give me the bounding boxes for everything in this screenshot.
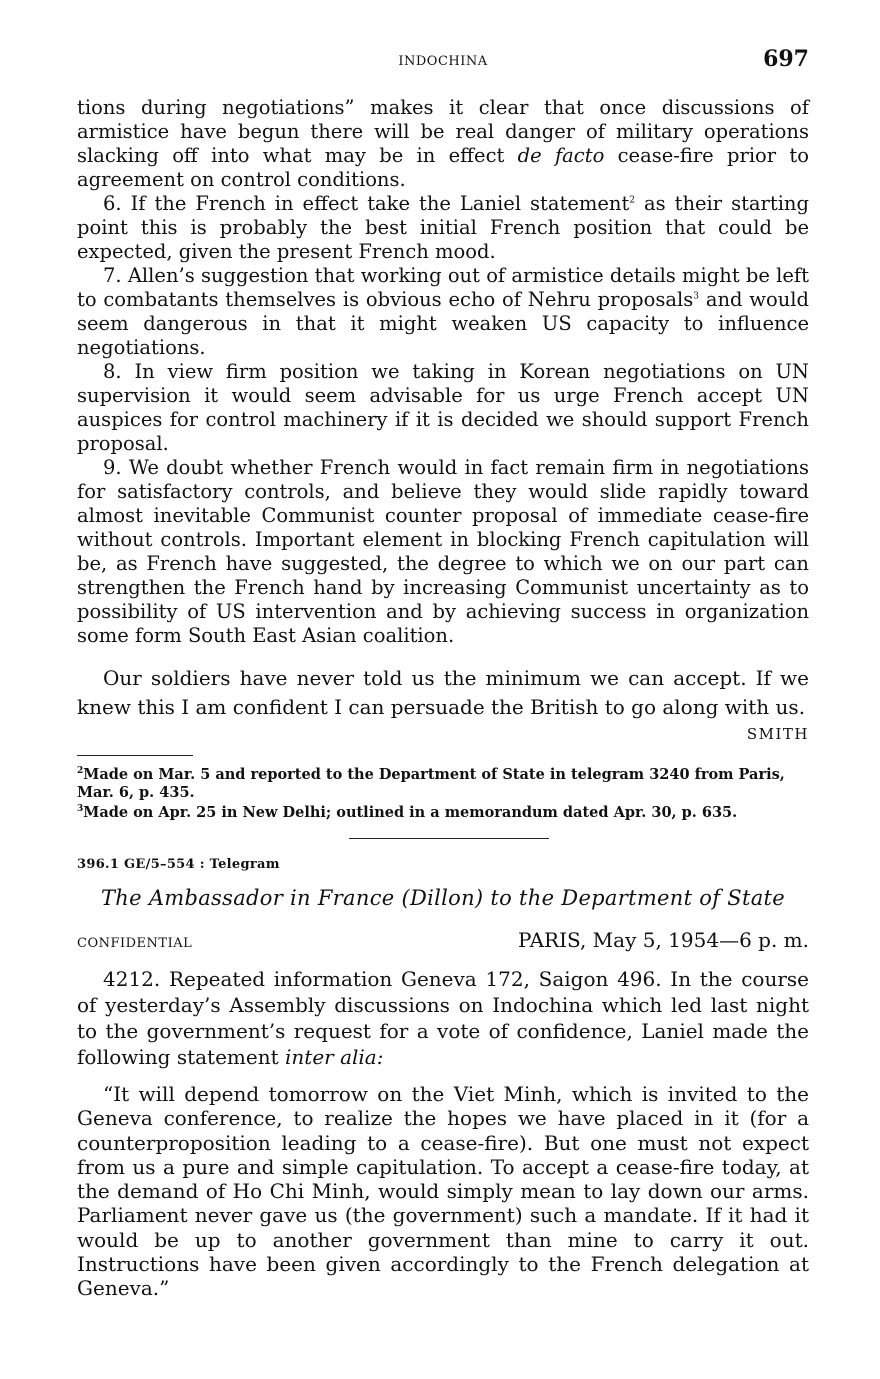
paragraph-6 — [77, 192, 809, 264]
footnote-divider — [77, 755, 193, 756]
telegram-text: 4212. Repeated information Geneva 172, Saigon 496. In the course of yesterday’s Assembly discussions on Indochina which led last night to the government’s request for a vote of confidence, Laniel made the following statement — [77, 967, 809, 1069]
telegram-italic: inter alia: — [285, 1045, 384, 1069]
para-5-text: tions during negotiations” makes it clear that once discussions of armistice have begun there will be real danger of military operations slacking off into what may be in effect — [77, 96, 809, 167]
classification-label: CONFIDENTIAL — [77, 936, 193, 951]
document-title: The Ambassador in France (Dillon) to the Department of State — [100, 886, 785, 910]
footnote-2-text: Made on Mar. 5 and reported to the Department of State in telegram 3240 from Paris, Mar. 6, p. 435. — [77, 766, 785, 801]
footnote-3-text: Made on Apr. 25 in New Delhi; outlined in a memorandum dated Apr. 30, p. 635. — [83, 804, 738, 821]
dateline: PARIS, May 5, 1954—6 p. m. — [517, 928, 809, 952]
page-header — [77, 44, 809, 78]
continued-telegram-text — [77, 96, 809, 648]
laniel-quote: “It will depend tomorrow on the Viet Minh, which is invited to the Geneva conference, to realize the hopes we have placed in it (for a counterproposition leading to a cease-fire). But one must not expect from us a pure and simple capitulation. To accept a cease-fire today, at the demand of Ho Chi Minh, would simply mean to lay down our arms. Parliament never gave us (the government) such a mandate. If it had it would be up to another government than mine to carry it out. Instructions have been given accordingly to the French delegation at Geneva.” — [77, 1082, 809, 1301]
para-5-italic: de facto — [517, 144, 605, 167]
footnote-3 — [77, 804, 809, 822]
section-divider — [349, 838, 549, 839]
footnote-marker-2: 2 — [77, 766, 84, 777]
para-7-text-end: and would seem dangerous in that it might weaken US capacity to influence negotiations. — [77, 288, 809, 359]
running-head: INDOCHINA — [398, 54, 488, 69]
file-reference: 396.1 GE/5–554 : Telegram — [77, 857, 280, 872]
para-7-text: 7. Allen’s suggestion that working out of armistice details might be left to combatants themselves is obvious echo of Nehru proposals — [77, 264, 809, 311]
paragraph-7 — [77, 264, 809, 360]
footnotes — [77, 766, 809, 822]
signature-smith: SMITH — [746, 725, 809, 743]
paragraph-5-continued — [77, 96, 809, 192]
document-page — [77, 44, 809, 1301]
para-6-text: 6. If the French in effect take the Laniel statement — [103, 192, 630, 215]
paragraph-9: 9. We doubt whether French would in fact remain firm in negotiations for satisfactory controls, and believe they would slide rapidly toward almost inevitable Communist counter proposal of immediate cease-fire without controls. Important element in blocking French capitulation will be, as French have suggested, the degree to which we on our part can strengthen the French hand by increasing Communist uncertainty as to possibility of US intervention and by achieving success in organization some form South East Asian coalition. — [77, 456, 809, 647]
footnote-ref-3: 3 — [693, 291, 700, 302]
footnote-marker-3: 3 — [77, 804, 84, 815]
telegram-paragraph — [77, 966, 809, 1070]
footnote-ref-2: 2 — [629, 195, 636, 206]
document-meta-row — [77, 926, 809, 960]
para-6-text-end: as their starting point this is probably the best initial French position that could be expected, given the present French mood. — [77, 192, 809, 263]
footnote-2 — [77, 766, 809, 802]
paragraph-8: 8. In view firm position we taking in Korean negotiations on UN supervision it would seem advisable for us urge French accept UN auspices for control machinery if it is decided we should support French proposal. — [77, 360, 809, 455]
soldiers-paragraph: Our soldiers have never told us the minimum we can accept. If we knew this I am confident I can persuade the British to go along with us. — [77, 666, 809, 719]
page-number: 697 — [763, 46, 809, 72]
para-5-text-end: cease-fire prior to agreement on control conditions. — [77, 144, 809, 191]
